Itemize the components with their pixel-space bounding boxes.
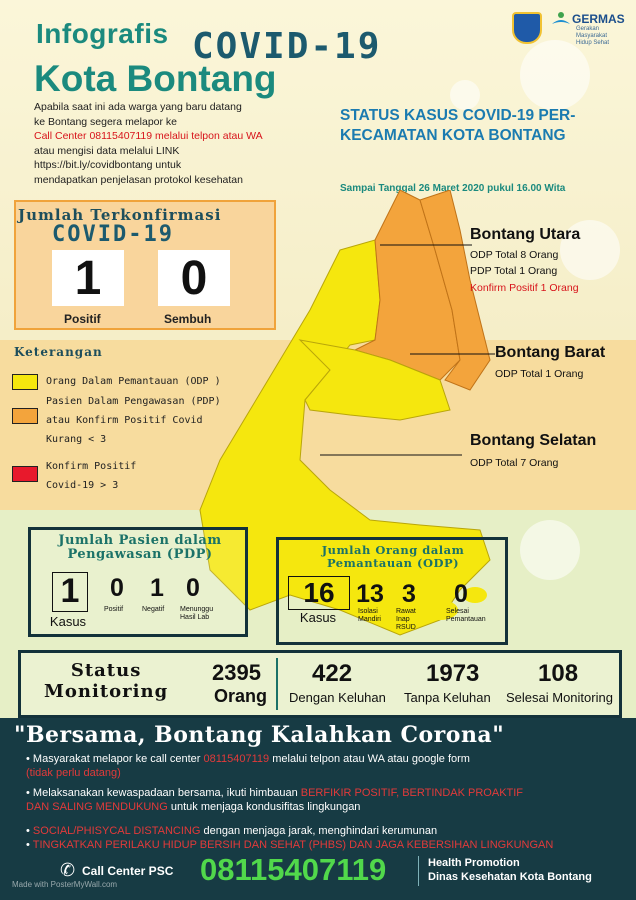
bullet-highlight: TINGKATKAN PERILAKU HIDUP BERSIH DAN SEHAT (PHBS) DAN JAGA KEBERSIHAN LINGKUNGAN [32,839,554,851]
monitoring-keluhan-value: 422 [312,660,353,687]
confirmed-covid: COVID-19 [52,222,174,247]
intro-line: Apabila saat ini ada warga yang baru datang [34,101,242,113]
legend-swatch-pdp [12,408,38,424]
odp-kasus-value: 16 [288,576,350,610]
intro-line: ke Bontang segera melapor ke [34,115,178,128]
pdp-menunggu-label: Menunggu Hasil Lab [180,606,214,621]
kecamatan-utara-konfirm: Konfirm Positif 1 Orang [470,282,579,294]
intro-call-center: Call Center 08115407119 melalui telpon atau WA [34,130,263,142]
kecamatan-barat-odp: ODP Total 1 Orang [495,368,584,380]
confirmed-title: Jumlah Terkonfirmasi [18,206,222,224]
bullet-distancing: • SOCIAL/PHISYCAL DISTANCING dengan menjaga jarak, menghindari kerumunan [26,825,438,837]
footer-divider [418,856,419,886]
bullet-waspada: • Melaksanakan kewaspadaan bersama, ikuti himbauan BERFIKIR POSITIF, BERTINDAK PROAKTIF DAN SALING MENDUKUNG untuk menjaga kondusifitas lingkungan [26,787,524,813]
odp-selesai-value: 0 [454,580,468,608]
footer-org-line1: Health Promotion [428,857,520,869]
confirmed-sembuh-value: 0 [158,250,230,306]
monitoring-total-unit: Orang [214,686,268,706]
bullet-lapor: • Masyarakat melapor ke call center 08115407119 melalui telpon atau WA atau google form (tidak perlu datang) [26,753,470,779]
bullet-text: dengan menjaga jarak, menghindari kerumunan [200,825,438,837]
title-covid: COVID-19 [192,26,382,67]
pdp-menunggu-value: 0 [186,574,200,602]
confirmed-positif-value: 1 [52,250,124,306]
pdp-title: Jumlah Pasien dalam Pengawasan (PDP) [58,533,222,562]
kecamatan-barat-name: Bontang Barat [495,344,606,361]
pdp-kasus-value: 1 [52,572,88,612]
status-title: STATUS KASUS COVID-19 PER- KECAMATAN KOTA BONTANG [340,107,576,144]
slogan: "Bersama, Bontang Kalahkan Corona" [14,722,505,748]
kecamatan-utara-name: Bontang Utara [470,226,581,243]
odp-isolasi-value: 13 [356,580,384,608]
call-center-label: Call Center PSC [82,864,174,878]
kecamatan-utara-pdp: PDP Total 1 Orang [470,265,558,277]
monitoring-tanpa-label: Tanpa Keluhan [404,690,491,705]
intro-line: mendapatkan penjelasan protokol kesehatan [34,173,243,186]
title-kota-bontang: Kota Bontang [34,58,277,99]
virus-decoration-icon [520,40,590,110]
bullet-phbs: • TINGKATKAN PERILAKU HIDUP BERSIH DAN SEHAT (PHBS) DAN JAGA KEBERSIHAN LINGKUNGAN [26,839,554,851]
pdp-positif-value: 0 [110,574,124,602]
germas-logo-icon [550,10,572,32]
monitoring-total-value: 2395 [212,660,261,685]
legend-title: Keterangan [14,345,103,359]
footer-organization [428,856,592,884]
bullet-text: melalui telpon atau WA atau google form [269,753,470,765]
monitoring-keluhan-label: Dengan Keluhan [289,690,386,705]
legend-text-pdp: Pasien Dalam Pengawasan (PDP) atau Konfirm Positif Covid Kurang < 3 [46,396,221,445]
virus-decoration-icon [520,520,580,580]
bullet-highlight: 08115407119 [203,753,270,765]
legend-text-odp: Orang Dalam Pemantauan (ODP ) [46,376,221,387]
pdp-negatif-label: Negatif [142,606,165,613]
legend-swatch-konfirm [12,466,38,482]
confirmed-sembuh-label: Sembuh [164,312,212,326]
phone-icon: ✆ [60,860,76,880]
legend-text-konfirm: Konfirm Positif Covid-19 > 3 [46,461,137,491]
germas-logo-subtitle: Gerakan Masyarakat Hidup Sehat [576,26,610,46]
pdp-negatif-value: 1 [150,574,164,602]
odp-selesai-label: Selesai Pemantauan [446,608,486,623]
bontang-crest-logo [512,12,542,44]
monitoring-title [44,660,168,702]
watermark: Made with PosterMyWall.com [12,880,118,889]
confirmed-positif-label: Positif [64,312,101,326]
kecamatan-utara-odp: ODP Total 8 Orang [470,249,559,261]
bullet-text: Melaksanakan kewaspadaan bersama, ikuti himbauan [32,787,301,799]
monitoring-selesai-value: 108 [538,660,579,687]
footer-org-line2: Dinas Kesehatan Kota Bontang [428,871,592,883]
pdp-kasus-label: Kasus [49,614,87,629]
pdp-positif-label: Positif [104,606,124,613]
odp-rawat-label: Rawat Inap RSUD [396,608,416,631]
intro-line: atau mengisi data melalui LINK [34,144,180,157]
title-infografis: Infografis [36,18,169,49]
odp-isolasi-label: Isolasi Mandiri [358,608,381,623]
kecamatan-selatan-name: Bontang Selatan [470,432,597,449]
call-center-number[interactable]: 08115407119 [200,852,387,887]
bullet-highlight: DAN SALING MENDUKUNG [26,801,168,813]
monitoring-tanpa-value: 1973 [426,660,480,687]
monitoring-title-line1: Status [70,660,142,681]
bullet-highlight: (tidak perlu datang) [26,767,121,779]
bullet-text: untuk menjaga kondusifitas lingkungan [167,801,361,813]
intro-link[interactable]: https://bit.ly/covidbontang untuk [34,159,182,171]
germas-logo-text: GERMAS [572,12,625,26]
odp-kasus-label: Kasus [299,610,337,625]
bullet-highlight: BERFIKIR POSITIF, BERTINDAK PROAKTIF [300,787,524,799]
bullet-text: Masyarakat melapor ke call center [32,753,204,765]
monitoring-divider [276,658,278,710]
kecamatan-selatan-odp: ODP Total 7 Orang [470,457,559,469]
monitoring-selesai-label: Selesai Monitoring [506,690,613,705]
legend-swatch-odp [12,374,38,390]
intro-text [34,100,324,187]
monitoring-title-line2: Monitoring [44,681,169,702]
odp-rawat-value: 3 [402,580,416,608]
odp-title: Jumlah Orang dalam Pemantauan (ODP) [321,543,465,570]
bullet-highlight: SOCIAL/PHISYCAL DISTANCING [32,825,201,837]
status-date: Sampai Tanggal 26 Maret 2020 pukul 16.00 Wita [340,183,566,194]
